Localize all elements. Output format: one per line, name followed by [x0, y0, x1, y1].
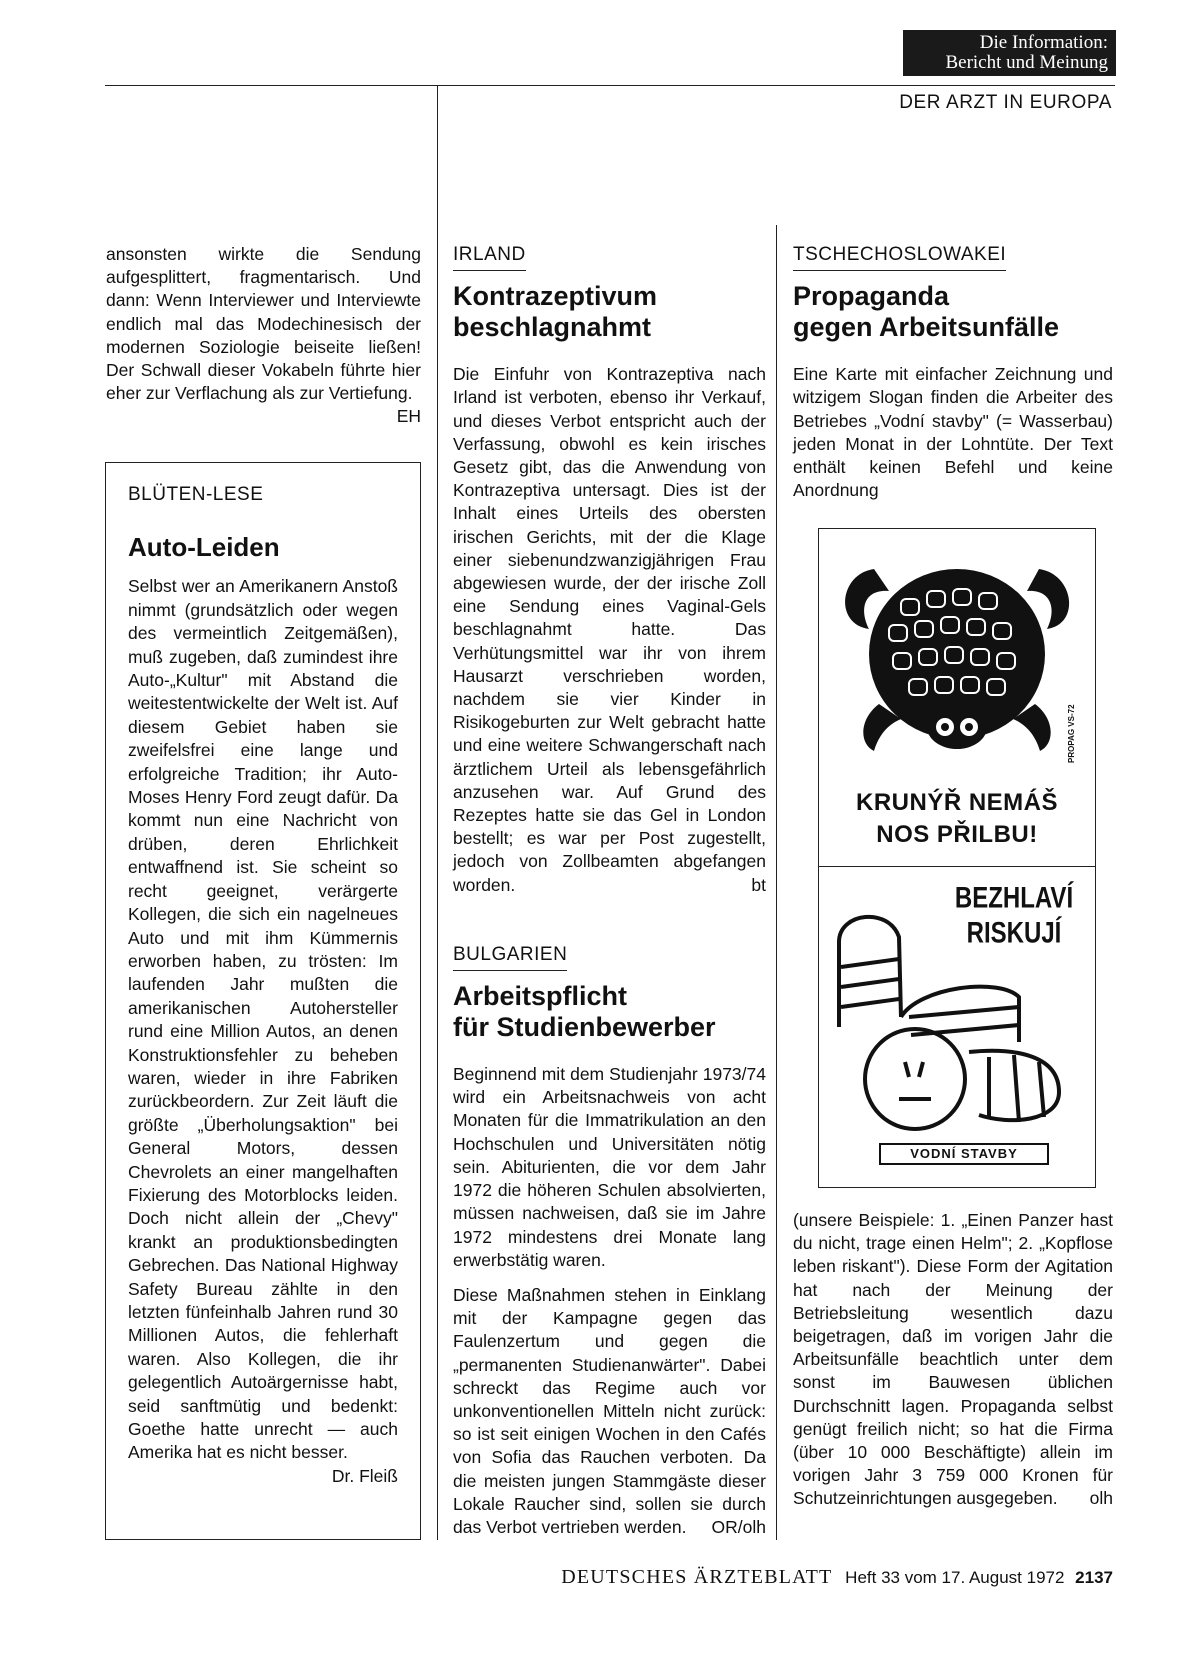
article-tag: IRLAND [453, 243, 526, 271]
column-separator [437, 86, 438, 1540]
continuation-text [106, 243, 421, 427]
slogan-line: KRUNÝŘ NEMÁŠ [855, 789, 1058, 816]
article-sign: OR/olh [711, 1516, 766, 1537]
headline-line: beschlagnahmt [453, 312, 652, 343]
headline-line: für Studienbewerber [453, 1012, 716, 1043]
article-tag: TSCHECHOSLOWAKEI [793, 243, 1006, 271]
column-left [106, 243, 421, 429]
section-label-line1: Die Information: [979, 32, 1108, 53]
magazine-name: DEUTSCHES ÄRZTEBLATT [561, 1566, 833, 1588]
article-body: Eine Karte mit einfacher Zeichnung und witzigem Slogan finden die Arbeiter des Betriebes „Vodní stavby" (= Wasserbau) jeden Monat in der Lohntüte. Der Text enthält keinen Befehl und keine Anordnung [793, 364, 1113, 501]
article-headline [793, 281, 1113, 343]
column-separator [776, 225, 777, 1540]
article-body-text: Die Einfuhr von Kontrazeptiva nach Irland ist verboten, ebenso ihr Verkauf, und dieses Verbot entspricht auch der Verfassung, obwohl es kein irisches Gesetz gibt, das die Anwendung von Kontrazeptiva untersagt. Dies ist der Inhalt eines Urteils des obersten irischen Gerichts, mit der die Klage einer siebenundzwanzigjährigen Frau abgewiesen wurde, der der irische Zoll eine Sendung eines Vaginal-Gels beschlagnahmt hatte. Das Verhütungsmittel war ihr von ihrem Hausarzt verschrieben worden, nachdem sie vier Kinder in Risikogeburten zur Welt gebracht hatte und eine weitere Schwangerschaft nach ärztlichem Urteil als lebensgefährlich anzusehen war. Auf Grund des Rezeptes hatte sie das Gel in London bestellt; es war per Post zugestellt, jedoch von Zollbeamten abgefangen worden. [453, 364, 766, 895]
article-author: Dr. Fleiß [331, 1465, 398, 1486]
article-body [453, 1284, 766, 1539]
column-middle [453, 243, 766, 1539]
section-label-line2: Bericht und Meinung [945, 52, 1108, 73]
article-body: Beginnend mit dem Studienjahr 1973/74 wird ein Arbeitsnachweis von acht Monaten für die Immatrikulation an den Hochschulen und Universitäten nötig sein. Abiturienten, die vor dem Jahr 1972 die höheren Schulen absolvierten, müssen nachweisen, daß sie im Jahre 1972 mindestens drei Monate lang erwerbstätig waren. [453, 1064, 766, 1270]
poster-slogan-1 [819, 787, 1095, 851]
headline-line: Propaganda [793, 281, 950, 312]
blueten-lese-box [105, 462, 421, 1540]
continuation-body: ansonsten wirkte die Sendung aufgesplittert, fragmentarisch. Und dann: Wenn Interviewer und Interviewte endlich mal das Modechinesisch der modernen Soziologie beiseite ließen! Der Schwall dieser Vokabeln führte hier eher zur Verflachung als zur Vertiefung. [106, 244, 421, 404]
article-sign: bt [751, 874, 766, 895]
article-tag: BLÜTEN-LESE [128, 484, 264, 505]
headline-line: Kontrazeptivum [453, 281, 658, 312]
article-body: Selbst wer an Amerikanern Anstoß nimmt (grundsätzlich oder wegen des vermeintlich Zeitgemäßen), muß zugeben, daß zumindest ihre Auto-„Kultur" mit Abstand die weitestentwickelte der Welt ist. Auf diesem Gebiet haben sie zweifelsfrei eine lange und erfolgreiche Tradition; ihr Auto-Moses Henry Ford zeugt dafür. Da kommt nun eine Nachricht von drüben, deren Ehrlichkeit entwaffnend ist. Sie scheint so recht geeignet, verärgerte Kollegen, die sich ein nagelneues Auto und mit ihm Kümmernis erworben haben, zu trösten: Im laufenden Jahr mußten die amerikanischen Autohersteller rund eine Million Autos, an denen Konstruktionsfehler zu beheben waren, wieder in ihre Fabriken zurückbeordern. Zur Zeit läuft die größte „Überholungsaktion" bei General Motors, dessen Chevrolets an einer mangelhaften Fixierung des Motorblocks leiden. Doch nicht allein der „Chevy" krankt an produktionsbedingten Gebrechen. Das National Highway Safety Bureau zählte in den letzten fünfeinhalb Jahren rund 30 Millionen Autos, die fehlerhaft waren. Also Kollegen, die ihr gelegentlich Autoärgernisse habt, seid sanftmütig und bedenkt: Goethe hatte unrecht — auch Amerika hat es nicht besser. [128, 576, 398, 1463]
slogan-line: BEZHLAVÍ [954, 881, 1074, 915]
slogan-line: RISKUJÍ [966, 916, 1062, 950]
turtle-illustration [819, 529, 1095, 769]
article-body-text: Diese Maßnahmen stehen in Einklang mit der Kampagne gegen das Faulenzertum und gegen die „permanenten Studienanwärter". Dabei schreckt das Regime auch vor unkonventionellen Mitteln nicht zurück: so ist seit einigen Wochen in den Cafés von Sofia das Rauchen verboten. Da die meisten jungen Stammgäste dieser Lokale Raucher sind, sollen sie durch das Verbot vertrieben werden. [453, 1284, 766, 1537]
page-number: 2137 [1075, 1568, 1113, 1587]
page-kicker: DER ARZT IN EUROPA [899, 92, 1112, 113]
article-body-text: (unsere Beispiele: 1. „Einen Panzer hast du nicht, trage einen Helm"; 2. „Kopflose leben riskant"). Diese Form der Agitation hat nach der Meinung der Betriebsleitung wesentlich dazu beigetragen, daß im vorigen Jahr die Arbeitsunfälle beachtlich unter dem sonst im Bauwesen üblichen Durchschnitt lagen. Propaganda selbst genügt freilich nicht; so hat die Firma (über 10 000 Beschäftigte) allein im vorigen Jahr 3 759 000 Kronen für Schutzeinrichtungen ausgegeben. [793, 1210, 1113, 1509]
section-label [903, 30, 1116, 76]
issue-info: Heft 33 vom 17. August 1972 [845, 1568, 1065, 1587]
article-headline [453, 981, 766, 1043]
headline-line: Arbeitspflicht [453, 981, 628, 1012]
article-headline [453, 281, 766, 343]
article-body [453, 363, 766, 897]
header-rule [105, 85, 1115, 86]
headline-line: gegen Arbeitsunfälle [793, 312, 1060, 343]
page-footer [561, 1566, 1113, 1589]
article-bulgarien [453, 943, 766, 1539]
continuation-sign: EH [396, 406, 421, 427]
propaganda-poster [818, 528, 1096, 1188]
article-headline: Auto-Leiden [128, 532, 280, 563]
slogan-line: NOS PŘILBU! [876, 821, 1038, 848]
article-sign: olh [1089, 1488, 1113, 1509]
article-body [793, 1209, 1113, 1511]
poster-brand-logo: VODNÍ STAVBY [879, 1143, 1049, 1165]
poster-credit: PROPAG VS-72 [1067, 704, 1076, 763]
bandaged-figure-illustration [819, 867, 1095, 1137]
article-tag: BULGARIEN [453, 943, 567, 971]
